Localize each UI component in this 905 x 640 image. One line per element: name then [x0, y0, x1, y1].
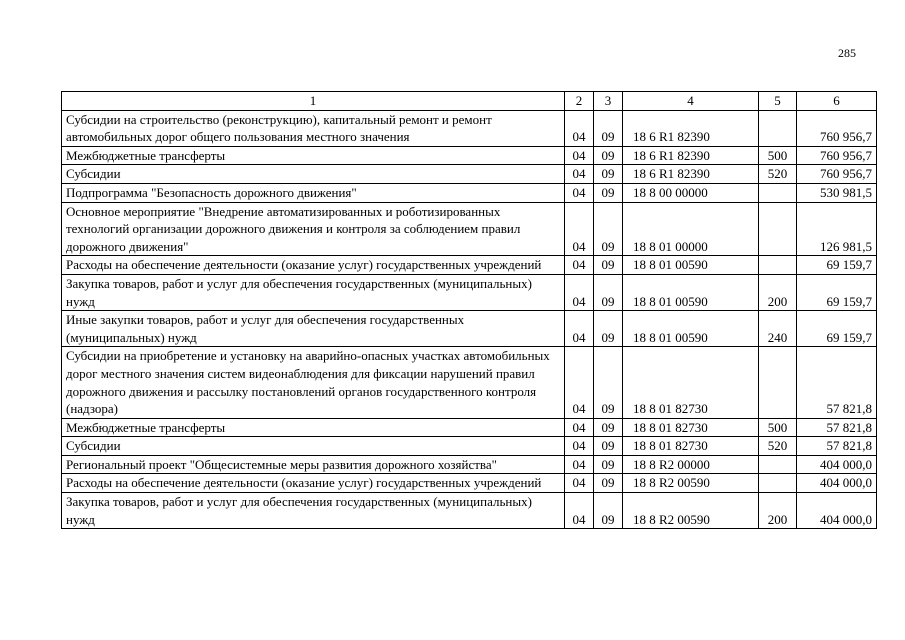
row-amount-cell: 69 159,7	[797, 311, 877, 347]
table-row	[62, 455, 877, 474]
row-target-code-cell: 18 8 R2 00590	[623, 493, 759, 529]
row-target-code-cell: 18 8 01 82730	[623, 347, 759, 418]
row-expense-type-cell	[759, 110, 797, 146]
row-subsection-cell: 09	[594, 256, 623, 275]
table-row	[62, 347, 877, 418]
table-row	[62, 437, 877, 456]
row-name-cell: Расходы на обеспечение деятельности (оказание услуг) государственных учреждений	[62, 474, 565, 493]
row-amount-cell: 760 956,7	[797, 165, 877, 184]
row-amount-cell: 69 159,7	[797, 256, 877, 275]
row-amount-cell: 57 821,8	[797, 418, 877, 437]
row-target-code-cell: 18 8 01 00590	[623, 274, 759, 310]
table-row	[62, 418, 877, 437]
row-subsection-cell: 09	[594, 455, 623, 474]
row-target-code-cell: 18 8 00 00000	[623, 183, 759, 202]
row-section-cell: 04	[565, 274, 594, 310]
row-section-cell: 04	[565, 311, 594, 347]
row-name-cell: Субсидии на приобретение и установку на аварийно-опасных участках автомобильных дорог местного значения систем видеонаблюдения для фиксации нарушений правил дорожного движения и рассылку постановлений органов государственного контроля (надзора)	[62, 347, 565, 418]
table-row	[62, 274, 877, 310]
row-section-cell: 04	[565, 493, 594, 529]
row-section-cell: 04	[565, 146, 594, 165]
row-section-cell: 04	[565, 437, 594, 456]
row-section-cell: 04	[565, 110, 594, 146]
row-target-code-cell: 18 8 R2 00000	[623, 455, 759, 474]
row-subsection-cell: 09	[594, 474, 623, 493]
header-row	[62, 92, 877, 111]
row-subsection-cell: 09	[594, 110, 623, 146]
row-target-code-cell: 18 6 R1 82390	[623, 110, 759, 146]
row-name-cell: Межбюджетные трансферты	[62, 418, 565, 437]
page-number: 285	[838, 46, 856, 60]
row-subsection-cell: 09	[594, 183, 623, 202]
row-target-code-cell: 18 6 R1 82390	[623, 165, 759, 184]
row-amount-cell: 57 821,8	[797, 347, 877, 418]
row-subsection-cell: 09	[594, 347, 623, 418]
row-amount-cell: 530 981,5	[797, 183, 877, 202]
table-row	[62, 311, 877, 347]
table-row	[62, 110, 877, 146]
header-col-3: 3	[594, 92, 623, 111]
row-amount-cell: 126 981,5	[797, 202, 877, 256]
row-expense-type-cell: 500	[759, 146, 797, 165]
budget-table	[61, 91, 877, 529]
row-subsection-cell: 09	[594, 146, 623, 165]
row-name-cell: Закупка товаров, работ и услуг для обеспечения государственных (муниципальных) нужд	[62, 493, 565, 529]
row-target-code-cell: 18 8 01 00590	[623, 256, 759, 275]
table-row	[62, 183, 877, 202]
row-name-cell: Расходы на обеспечение деятельности (оказание услуг) государственных учреждений	[62, 256, 565, 275]
table-row	[62, 474, 877, 493]
row-section-cell: 04	[565, 202, 594, 256]
row-target-code-cell: 18 8 R2 00590	[623, 474, 759, 493]
row-expense-type-cell: 200	[759, 493, 797, 529]
header-col-4: 4	[623, 92, 759, 111]
row-section-cell: 04	[565, 347, 594, 418]
row-amount-cell: 69 159,7	[797, 274, 877, 310]
row-name-cell: Подпрограмма "Безопасность дорожного движения"	[62, 183, 565, 202]
row-amount-cell: 404 000,0	[797, 455, 877, 474]
table-row	[62, 165, 877, 184]
row-expense-type-cell: 240	[759, 311, 797, 347]
row-subsection-cell: 09	[594, 311, 623, 347]
row-expense-type-cell: 500	[759, 418, 797, 437]
row-expense-type-cell	[759, 455, 797, 474]
row-amount-cell: 760 956,7	[797, 110, 877, 146]
table-header	[62, 92, 877, 111]
row-amount-cell: 57 821,8	[797, 437, 877, 456]
row-section-cell: 04	[565, 455, 594, 474]
row-expense-type-cell: 520	[759, 437, 797, 456]
row-section-cell: 04	[565, 183, 594, 202]
table-body	[62, 110, 877, 529]
row-expense-type-cell	[759, 347, 797, 418]
row-section-cell: 04	[565, 418, 594, 437]
row-section-cell: 04	[565, 165, 594, 184]
row-name-cell: Субсидии на строительство (реконструкцию), капитальный ремонт и ремонт автомобильных дорог общего пользования местного значения	[62, 110, 565, 146]
row-expense-type-cell	[759, 256, 797, 275]
table-row	[62, 146, 877, 165]
row-name-cell: Субсидии	[62, 437, 565, 456]
header-col-5: 5	[759, 92, 797, 111]
row-name-cell: Основное мероприятие "Внедрение автоматизированных и роботизированных технологий организации дорожного движения и контроля за соблюдением правил дорожного движения"	[62, 202, 565, 256]
row-name-cell: Субсидии	[62, 165, 565, 184]
row-subsection-cell: 09	[594, 274, 623, 310]
row-expense-type-cell	[759, 183, 797, 202]
row-subsection-cell: 09	[594, 165, 623, 184]
row-subsection-cell: 09	[594, 202, 623, 256]
header-col-1: 1	[62, 92, 565, 111]
row-name-cell: Закупка товаров, работ и услуг для обеспечения государственных (муниципальных) нужд	[62, 274, 565, 310]
row-expense-type-cell: 520	[759, 165, 797, 184]
header-col-2: 2	[565, 92, 594, 111]
row-target-code-cell: 18 8 01 00000	[623, 202, 759, 256]
row-expense-type-cell	[759, 474, 797, 493]
row-subsection-cell: 09	[594, 418, 623, 437]
row-name-cell: Межбюджетные трансферты	[62, 146, 565, 165]
row-section-cell: 04	[565, 474, 594, 493]
row-expense-type-cell	[759, 202, 797, 256]
table-row	[62, 493, 877, 529]
row-target-code-cell: 18 8 01 00590	[623, 311, 759, 347]
row-subsection-cell: 09	[594, 437, 623, 456]
row-name-cell: Иные закупки товаров, работ и услуг для обеспечения государственных (муниципальных) нужд	[62, 311, 565, 347]
row-subsection-cell: 09	[594, 493, 623, 529]
row-section-cell: 04	[565, 256, 594, 275]
row-target-code-cell: 18 6 R1 82390	[623, 146, 759, 165]
row-target-code-cell: 18 8 01 82730	[623, 437, 759, 456]
row-name-cell: Региональный проект "Общесистемные меры развития дорожного хозяйства"	[62, 455, 565, 474]
row-target-code-cell: 18 8 01 82730	[623, 418, 759, 437]
header-col-6: 6	[797, 92, 877, 111]
row-amount-cell: 760 956,7	[797, 146, 877, 165]
row-amount-cell: 404 000,0	[797, 474, 877, 493]
table-row	[62, 256, 877, 275]
row-amount-cell: 404 000,0	[797, 493, 877, 529]
row-expense-type-cell: 200	[759, 274, 797, 310]
table-row	[62, 202, 877, 256]
